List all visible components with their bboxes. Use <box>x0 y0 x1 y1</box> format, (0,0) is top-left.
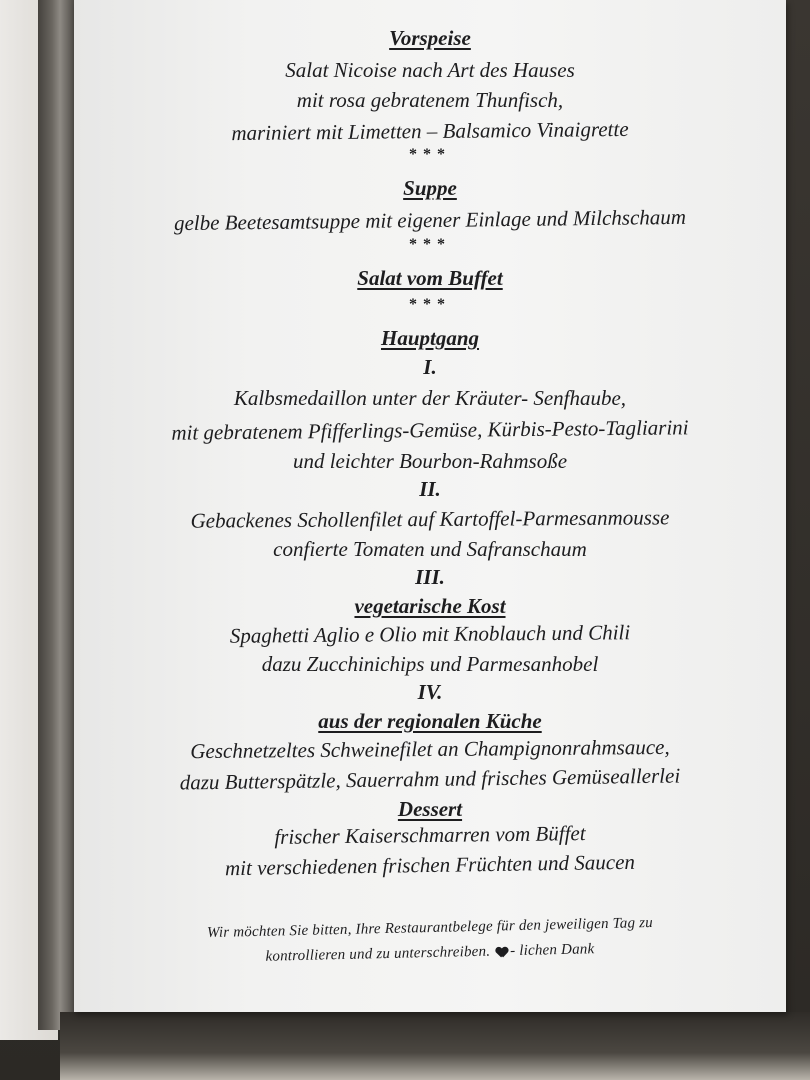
main-option-4-line-2: dazu Butterspätzle, Sauerrahm und frisches Gemüseallerlei <box>179 763 681 795</box>
starter-line-3: mariniert mit Limetten – Balsamico Vinaigrette <box>231 116 629 146</box>
separator-stars: *** <box>409 296 451 313</box>
main-option-3-line-2: dazu Zucchinichips und Parmesanhobel <box>261 652 599 676</box>
menu-content <box>74 0 786 1012</box>
main-option-4-numeral: IV. <box>417 680 443 704</box>
heart-icon <box>496 947 508 957</box>
main-option-1-numeral: I. <box>423 355 437 379</box>
folder-spine <box>38 0 78 1030</box>
separator-stars: *** <box>409 146 451 163</box>
main-option-1-line-1: Kalbsmedaillon unter der Kräuter- Senfhaube, <box>233 386 627 410</box>
note-line-2-thanks: - lichen Dank <box>509 941 595 960</box>
main-option-2-numeral: II. <box>419 477 441 501</box>
main-option-2-line-2: confierte Tomaten und Safranschaum <box>273 537 587 561</box>
main-option-1-line-3: und leichter Bourbon-Rahmsoße <box>292 449 568 473</box>
main-option-3-numeral: III. <box>415 565 445 589</box>
regional-subheading: aus der regionalen Küche <box>318 709 542 733</box>
vegetarian-subheading: vegetarische Kost <box>354 594 506 618</box>
main-option-2-line-1: Gebackenes Schollenfilet auf Kartoffel-Parmesanmousse <box>190 505 670 533</box>
dessert-line-2: mit verschiedenen frischen Früchten und Saucen <box>224 849 636 881</box>
salad-heading: Salat vom Buffet <box>357 266 503 290</box>
dessert-heading: Dessert <box>397 797 463 821</box>
note-line-1: Wir möchten Sie bitten, Ihre Restaurantbelege für den jeweiligen Tag zu <box>206 914 654 942</box>
starter-heading: Vorspeise <box>389 26 471 50</box>
starter-line-1: Salat Nicoise nach Art des Hauses <box>285 58 575 82</box>
separator-stars: *** <box>409 236 451 253</box>
main-option-1-line-2: mit gebratenem Pfifferlings-Gemüse, Kürbis-Pesto-Tagliarini <box>171 415 689 445</box>
soup-heading: Suppe <box>403 176 457 200</box>
main-course-heading: Hauptgang <box>380 326 480 350</box>
starter-line-2: mit rosa gebratenem Thunfisch, <box>296 88 564 112</box>
main-option-3-line-1: Spaghetti Aglio e Olio mit Knoblauch und Chili <box>229 620 631 648</box>
menu-page <box>74 0 786 1012</box>
folder-bottom-edge <box>60 1012 810 1080</box>
main-option-4-line-1: Geschnetzeltes Schweinefilet an Champignonrahmsauce, <box>190 734 670 764</box>
note-line-2-text: kontrollieren und zu unterschreiben. <box>265 943 491 965</box>
soup-line-1: gelbe Beetesamtsuppe mit eigener Einlage und Milchschaum <box>173 204 687 236</box>
dessert-line-1: frischer Kaiserschmarren vom Büffet <box>274 821 586 849</box>
